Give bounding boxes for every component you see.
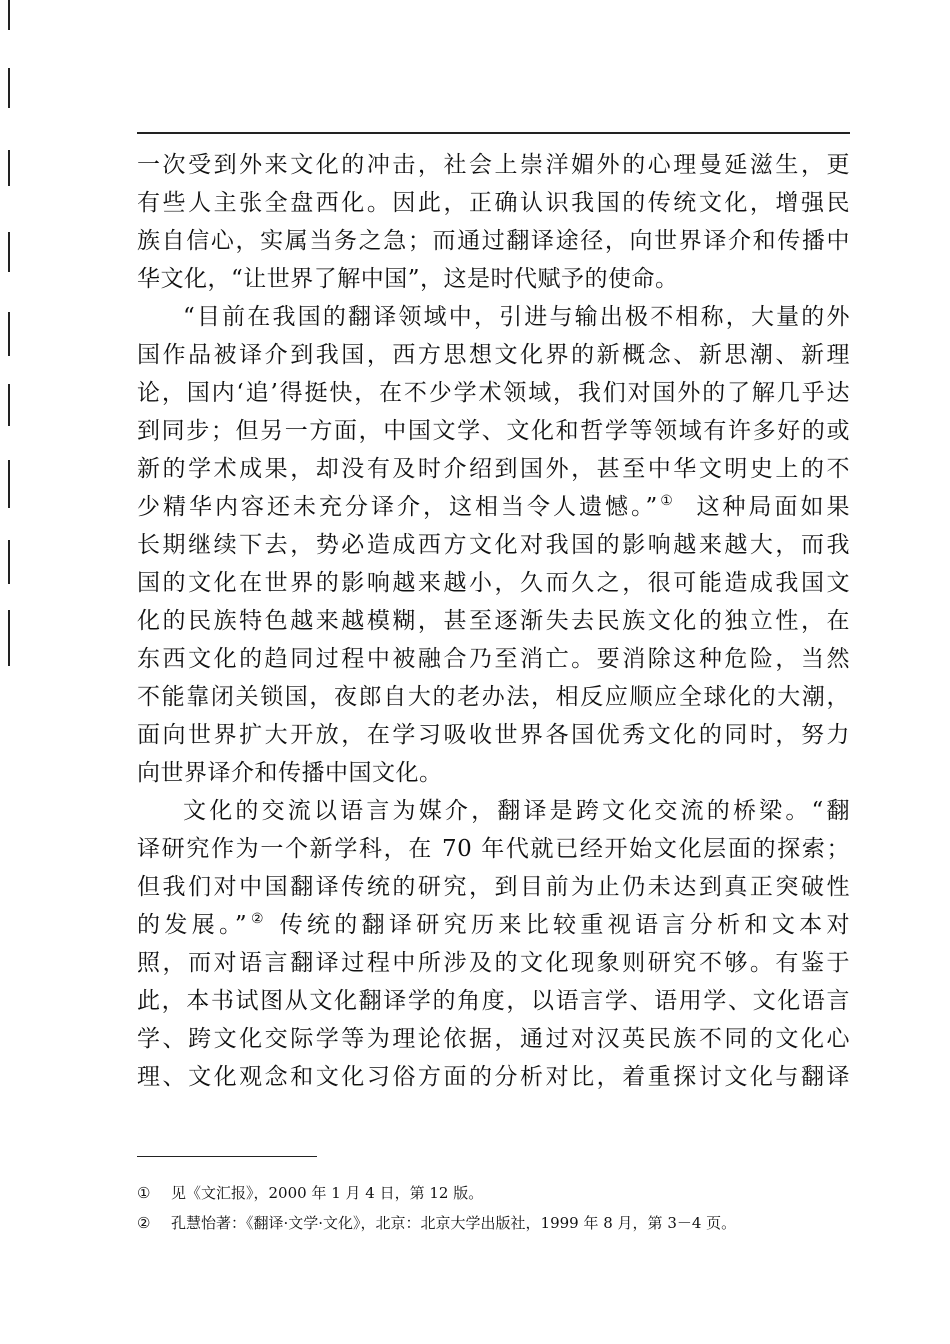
text-line: 面向世界扩大开放，在学习吸收世界各国优秀文化的同时，努力	[137, 722, 850, 748]
margin-mark	[8, 150, 10, 186]
text-line: 长期继续下去，势必造成西方文化对我国的影响越来越大，而我	[137, 532, 850, 558]
text-line: 国的文化在世界的影响越来越小，久而久之，很可能造成我国文	[137, 570, 850, 596]
text-line: 论，国内‘追’得挺快，在不少学术领域，我们对国外的了解几乎达	[137, 380, 850, 406]
text-line: 向世界译介和传播中国文化。	[137, 760, 443, 786]
text-line: 族自信心，实属当务之急；而通过翻译途径，向世界译介和传播中	[137, 228, 850, 254]
footnote-ref-2: ②	[247, 911, 268, 927]
footnote-text: 孔慧怡著：《翻译·文学·文化》，北京：北京大学出版社，1999 年 8 月，第 3－4 页。	[171, 1214, 737, 1232]
text-line	[137, 906, 850, 944]
margin-mark	[8, 68, 10, 108]
footnote-2	[137, 1208, 850, 1238]
body-text	[137, 146, 850, 1096]
text-line: 文化的交流以语言为媒介，翻译是跨文化交流的桥梁。“翻	[183, 798, 850, 824]
text-line: 有些人主张全盘西化。因此，正确认识我国的传统文化，增强民	[137, 190, 850, 216]
margin-mark	[8, 460, 10, 508]
text-line: “目前在我国的翻译领域中，引进与输出极不相称，大量的外	[183, 304, 850, 330]
margin-mark	[8, 384, 10, 426]
text-line: 华文化，“让世界了解中国”，这是时代赋予的使命。	[137, 266, 679, 292]
text-line: 国作品被译介到我国，西方思想文化界的新概念、新思潮、新理	[137, 342, 850, 368]
footnote-marker: ①	[137, 1184, 151, 1202]
text-line: 译研究作为一个新学科，在 70 年代就已经开始文化层面的探索；	[137, 836, 850, 862]
text-line: 照，而对语言翻译过程中所涉及的文化现象则研究不够。有鉴于	[137, 950, 850, 976]
text-segment: 这种局面如果	[696, 494, 851, 520]
text-line: 东西文化的趋同过程中被融合乃至消亡。要消除这种危险，当然	[137, 646, 850, 672]
text-line: 此，本书试图从文化翻译学的角度，以语言学、语用学、文化语言	[137, 988, 850, 1014]
footnote-marker: ②	[137, 1214, 151, 1232]
text-line: 不能靠闭关锁国，夜郎自大的老办法，相反应顺应全球化的大潮，	[137, 684, 850, 710]
text-line: 但我们对中国翻译传统的研究，到目前为止仍未达到真正突破性	[137, 874, 850, 900]
footnote-rule	[137, 1156, 317, 1157]
margin-mark	[8, 312, 10, 356]
text-line: 一次受到外来文化的冲击，社会上崇洋媚外的心理曼延滋生，更	[137, 152, 850, 178]
margin-mark	[8, 540, 10, 584]
text-line: 化的民族特色越来越模糊，甚至逐渐失去民族文化的独立性，在	[137, 608, 850, 634]
header-rule	[137, 132, 850, 134]
text-segment: 传统的翻译研究历来比较重视语言分析和文本对	[279, 912, 851, 938]
text-line	[137, 488, 850, 526]
footnote-ref-1: ①	[657, 493, 676, 509]
text-segment: 少精华内容还未充分译介，这相当令人遗憾。”	[137, 494, 658, 520]
text-line: 到同步；但另一方面，中国文学、文化和哲学等领域有许多好的或	[137, 418, 850, 444]
margin-mark	[8, 0, 10, 30]
text-line: 新的学术成果，却没有及时介绍到国外，甚至中华文明史上的不	[137, 456, 850, 482]
footnotes	[137, 1178, 850, 1238]
text-line: 学、跨文化交际学等为理论依据，通过对汉英民族不同的文化心	[137, 1026, 850, 1052]
footnote-text: 见《文汇报》，2000 年 1 月 4 日，第 12 版。	[171, 1184, 484, 1202]
text-line: 理、文化观念和文化习俗方面的分析对比，着重探讨文化与翻译	[137, 1064, 850, 1090]
margin-mark	[8, 232, 10, 272]
text-segment: 的发展。”	[137, 912, 248, 938]
footnote-1	[137, 1178, 850, 1208]
margin-mark	[8, 610, 10, 666]
